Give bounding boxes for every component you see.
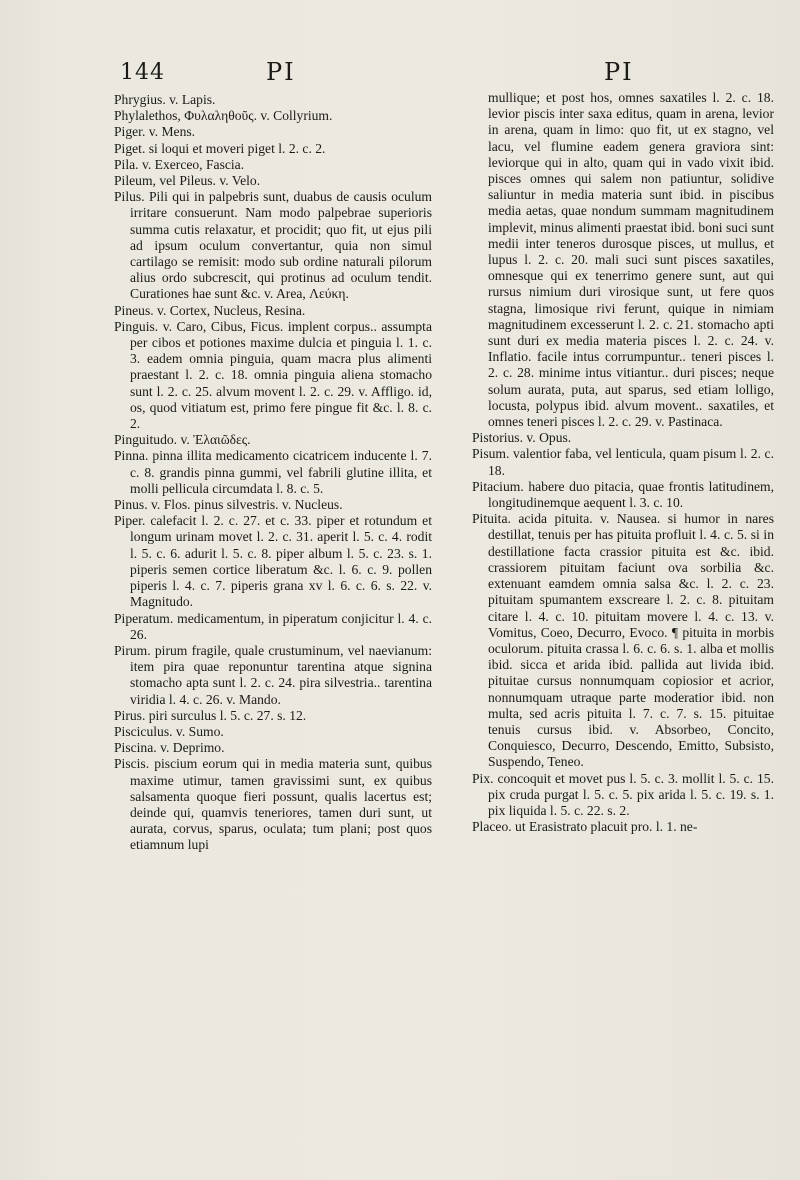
entry-pirum: Pirum. pirum fragile, quale crustuminum, vel naevianum: item pira quae reponuntur tarentina atque signina stomacho apta sunt l. 2. c. 24. pira silvestria.. tarentina viridia l. 4. c. 26. v. Mando. (114, 642, 432, 707)
entry-pirus: Pirus. piri surculus l. 5. c. 27. s. 12. (114, 707, 307, 723)
entry-pituita: Pituita. acida pituita. v. Nausea. si humor in nares destillat, tenuis per has pituita profluit l. 4. c. 5. si in destillatione facta crassior pituita est &c. ibid. crassiorem pituitam faciunt ova sorbilia &c. extenuant eamdem omnia salsa &c. l. 2. c. 23. pituitam spumantem exscreare l. 2. c. 8. pituitam citare l. 4. c. 10. pituitam movere l. 4. c. 13. v. Vomitus, Coeo, Decurro, Evoco. ¶ pituita in morbis oculorum. pituita crassa l. 6. c. 6. s. 1. alba et mollis ibid. sicca et arida ibid. pallida aut livida ibid. pituitae cursus nonnumquam copiosior et acrior, nonnumquam utraque parte moderatior ibid. non multa, sed acris pituita l. 7. c. 7. s. 15. pituitae tenuis cursus ibid. v. Absorbeo, Concito, Conquiesco, Decurro, Descendo, Emitto, Subsisto, Suspendo, Teneo. (472, 511, 774, 770)
entry-pinus: Pinus. v. Flos. pinus silvestris. v. Nucleus. (114, 497, 343, 513)
entry-pitacium: Pitacium. habere duo pitacia, quae frontis latitudinem, longitudinemque aequent l. 3. c. 10. (472, 478, 774, 511)
entry-phylalethos: Phylalethos, Φυλαληθοῦς. v. Collyrium. (114, 108, 333, 124)
entry-piger: Piger. v. Mens. (114, 124, 196, 140)
entry-piperatum: Piperatum. medicamentum, in piperatum conjicitur l. 4. c. 26. (114, 610, 432, 642)
entry-pila: Pila. v. Exerceo, Fascia. (114, 156, 245, 172)
entry-phrygius: Phrygius. v. Lapis. (114, 92, 216, 107)
entry-piget: Piget. si loqui et moveri piget l. 2. c. 2. (114, 140, 326, 156)
left-column (114, 92, 432, 854)
entry-pineus: Pineus. v. Cortex, Nucleus, Resina. (114, 302, 306, 318)
entry-piscis: Piscis. piscium eorum qui in media materia sunt, quibus maxime utimur, tamen gravissimi sunt, ex quibus salsamenta quoque fieri possunt, qualis lacertus est; deinde qui, quamvis teneriores, tamen duri sunt, ut aurata, corvus, sparus, oculata; tum plani; post quos etiamnum lupi (114, 756, 432, 853)
page-header (0, 56, 800, 90)
entry-pisciculus: Pisciculus. v. Sumo. (114, 723, 224, 739)
entry-pinguis: Pinguis. v. Caro, Cibus, Ficus. implent corpus.. assumpta per cibos et potiones maxime dulcia et pinguia l. 1. c. 3. eadem omnia pinguia, quam macra plus alimenti praestant l. 2. c. 18. omnia pinguia aliena stomacho sunt l. 2. c. 25. alvum movent l. 2. c. 29. v. Affligo. id, os, quod vitiatum est, primo fere pingue fit &c. l. 8. c. 2. (114, 318, 432, 432)
entry-piper: Piper. calefacit l. 2. c. 27. et c. 33. piper et rotundum et longum urinam movet l. 2. c. 31. aperit l. 5. c. 4. rodit l. 5. c. 6. adurit l. 5. c. 8. piper album l. 5. c. 23. s. 1. piperis semen cortice liberatum &c. l. 6. c. 9. pollen piperis l. 4. c. 7. piperis grana xv l. 6. c. 6. s. 22. v. Magnitudo. (114, 513, 432, 610)
running-head-left: PI (266, 58, 296, 86)
entry-placeo: Placeo. ut Erasistrato placuit pro. l. 1. ne- (472, 819, 698, 835)
entry-pix: Pix. concoquit et movet pus l. 5. c. 3. mollit l. 5. c. 15. pix cruda purgat l. 5. c. 5. pix arida l. 5. c. 19. s. 1. pix liquida l. 5. c. 22. s. 2. (472, 770, 774, 818)
entry-pinguitudo: Pinguitudo. v. Ἐλαιῶδες. (114, 432, 251, 448)
entry-pilus: Pilus. Pili qui in palpebris sunt, duabus de causis oculum irritare consuerunt. Nam modo palpebrae superioris summa cutis relaxatur, et procidit; quo fit, ut ejus pili ad ipsum oculum convertantur, quia non simul cartilago se remisit: modo sub ordine naturali pilorum alius ordo subcrescit, qui protinus ad oculum tendit. Curationes hae sunt &c. v. Area, Λεύκη. (114, 189, 432, 302)
right-column (472, 90, 774, 835)
entry-pileum: Pileum, vel Pileus. v. Velo. (114, 173, 261, 189)
page-number: 144 (120, 60, 165, 85)
entry-pisum: Pisum. valentior faba, vel lenticula, quam pisum l. 2. c. 18. (472, 446, 774, 478)
entry-piscina: Piscina. v. Deprimo. (114, 740, 225, 756)
entry-pinna: Pinna. pinna illita medicamento cicatricem inducente l. 7. c. 8. grandis pinna gummi, vel fabrili glutine illita, et molli pellicula circumdata l. 8. c. 5. (114, 448, 432, 496)
entry-pistorius: Pistorius. v. Opus. (472, 430, 572, 446)
entry-piscis-continued: mullique; et post hos, omnes saxatiles l. 2. c. 18. levior piscis inter saxa editus, quam in arena, levior in arena, quam in limo: quo fit, ut ex stagno, vel lacu, vel flumine eadem genera graviora sint: leviorque qui in alto, quam qui in vado vixit ibid. pisces omnes qui salem non patiuntur, solidive saliuntur in media materia sunt ibid. in piscibus media aetas, quae nondum summam magnitudinem implevit, minus alimenti praestat ibid. boni suci sunt medii inter teneros durosque pisces, ut mullus, et lupus l. 2. c. 20. mali suci sunt pisces saxatiles, omnesque qui ex tenerrimo genere sunt, aut qui rursus nimium duri virosique sunt, ut fere quos stagna, limosique rivi ferunt, quique in nimiam magnitudinem excesserunt l. 2. c. 21. stomacho apti sunt duri ex media materia pisces l. 2. c. 24. v. Inflatio. facile intus corrumpuntur.. teneri pisces l. 2. c. 28. minime intus vitiantur.. duri pisces; neque solum aurata, puta, aut sparus, sed etiam lolligo, locusta, polypus ibid. alvum movent.. saxatiles, et omnes teneri pisces l. 2. c. 29. v. Pastinaca. (488, 90, 774, 430)
running-head-right: PI (604, 58, 634, 86)
